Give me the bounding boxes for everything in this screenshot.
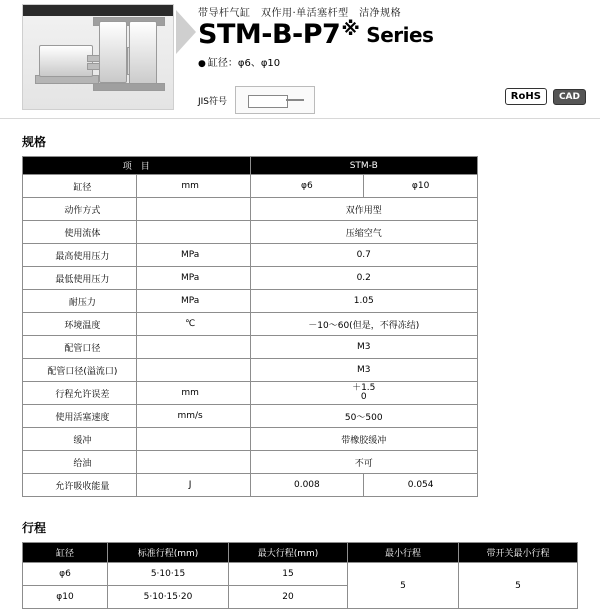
spec-row-value: 0.7 [250, 244, 478, 267]
spec-row-value: 1.05 [250, 290, 478, 313]
tolerance-upper: ＋1.5 [352, 382, 376, 393]
photo-shape-body-1 [39, 45, 93, 77]
spec-row-value: 不可 [250, 451, 478, 474]
table-row [23, 267, 478, 290]
photo-shape-body-3 [129, 21, 157, 87]
header-arrow-icon [176, 10, 196, 54]
table-row [23, 244, 478, 267]
table-row [23, 175, 478, 198]
table-row [23, 313, 478, 336]
bore-values: φ6、φ10 [237, 58, 281, 70]
spec-row-value-tolerance [250, 382, 478, 405]
spec-row-value: 50～500 [250, 405, 478, 428]
title-block [198, 4, 433, 69]
spec-row-value: 双作用型 [250, 198, 478, 221]
stroke-row-max: 20 [229, 586, 348, 609]
badges [505, 88, 586, 105]
spec-row-label: 动作方式 [23, 198, 137, 221]
spec-row-unit: J [136, 474, 250, 497]
asterisk-mark: ※ [341, 18, 360, 41]
spec-row-unit: mm [136, 382, 250, 405]
spec-row-unit [136, 428, 250, 451]
product-photo [22, 4, 174, 110]
stroke-row-min: 5 [348, 563, 459, 609]
spec-row-unit [136, 451, 250, 474]
spec-row-value: 0.2 [250, 267, 478, 290]
stroke-row-bore: φ6 [23, 563, 108, 586]
stroke-row-min-switch: 5 [459, 563, 578, 609]
jis-row [198, 86, 315, 114]
jis-symbol-icon [235, 86, 315, 114]
spec-row-label: 配管口径(溢流口) [23, 359, 137, 382]
cad-badge: CAD [553, 89, 586, 105]
stroke-table-head-row [23, 543, 578, 563]
spec-row-label: 允许吸收能量 [23, 474, 137, 497]
table-row [23, 405, 478, 428]
spec-row-unit [136, 336, 250, 359]
page-title [198, 18, 434, 50]
spec-row-label: 最低使用压力 [23, 267, 137, 290]
stroke-row-bore: φ10 [23, 586, 108, 609]
spec-row-unit [136, 221, 250, 244]
spec-head-item: 项 目 [23, 157, 251, 175]
spec-section-title: 规格 [22, 135, 47, 149]
spec-head-model: STM-B [250, 157, 478, 175]
photo-shape-body-2 [99, 21, 127, 83]
model-name: STM-B-P7 [198, 19, 341, 50]
stroke-section-title: 行程 [22, 521, 47, 535]
spec-row-value-bore10: 0.054 [364, 474, 478, 497]
bullet-icon: ● [198, 59, 206, 70]
spec-row-unit: MPa [136, 290, 250, 313]
spec-row-unit: ℃ [136, 313, 250, 336]
stroke-row-max: 15 [229, 563, 348, 586]
table-row [23, 198, 478, 221]
stroke-head-standard: 标准行程(mm) [108, 543, 229, 563]
stroke-head-min-switch: 带开关最小行程 [459, 543, 578, 563]
series-word: Series [366, 22, 434, 47]
spec-table [22, 156, 478, 497]
table-row [23, 451, 478, 474]
spec-row-unit: MPa [136, 244, 250, 267]
spec-row-value: M3 [250, 359, 478, 382]
table-row [23, 336, 478, 359]
table-row [23, 359, 478, 382]
stroke-row-standard: 5·10·15 [108, 563, 229, 586]
header-subtitle: 带导杆气缸 双作用·单活塞杆型 洁净规格 [198, 8, 402, 19]
spec-row-label: 环境温度 [23, 313, 137, 336]
spec-row-value: －10～60(但是，不得冻结) [250, 313, 478, 336]
spec-row-label: 最高使用压力 [23, 244, 137, 267]
stroke-table [22, 542, 578, 609]
spec-row-label: 配管口径 [23, 336, 137, 359]
spec-row-value: 带橡胶缓冲 [250, 428, 478, 451]
spec-row-unit [136, 198, 250, 221]
stroke-head-bore: 缸径 [23, 543, 108, 563]
table-row [23, 221, 478, 244]
stroke-row-standard: 5·10·15·20 [108, 586, 229, 609]
spec-row-unit: MPa [136, 267, 250, 290]
tolerance-lower: 0 [360, 392, 367, 402]
spec-row-unit [136, 359, 250, 382]
rohs-badge: RoHS [505, 88, 547, 105]
spec-row-label: 耐压力 [23, 290, 137, 313]
table-row [23, 382, 478, 405]
spec-row-label: 使用活塞速度 [23, 405, 137, 428]
table-row [23, 474, 478, 497]
spec-row-value: M3 [250, 336, 478, 359]
page-header [0, 0, 600, 119]
spec-row-unit: mm/s [136, 405, 250, 428]
spec-row-label: 给油 [23, 451, 137, 474]
bore-label: 缸径： [207, 58, 238, 70]
table-row [23, 563, 578, 586]
table-row [23, 290, 478, 313]
stroke-head-max: 最大行程(mm) [229, 543, 348, 563]
photo-shape-plate-bottom [93, 83, 165, 91]
spec-row-label: 使用流体 [23, 221, 137, 244]
table-row [23, 428, 478, 451]
bore-line [198, 54, 433, 69]
spec-row-value-bore6: 0.008 [250, 474, 364, 497]
spec-row-value: 压缩空气 [250, 221, 478, 244]
spec-row-unit: mm [136, 175, 250, 198]
spec-row-label: 缸径 [23, 175, 137, 198]
jis-label: JIS符号 [198, 96, 228, 107]
stroke-head-min: 最小行程 [348, 543, 459, 563]
spec-row-value-bore10: φ10 [364, 175, 478, 198]
photo-top-bar [23, 5, 173, 16]
spec-row-label: 缓冲 [23, 428, 137, 451]
spec-row-value-bore6: φ6 [250, 175, 364, 198]
spec-row-label: 行程允许误差 [23, 382, 137, 405]
spec-table-head-row [23, 157, 478, 175]
